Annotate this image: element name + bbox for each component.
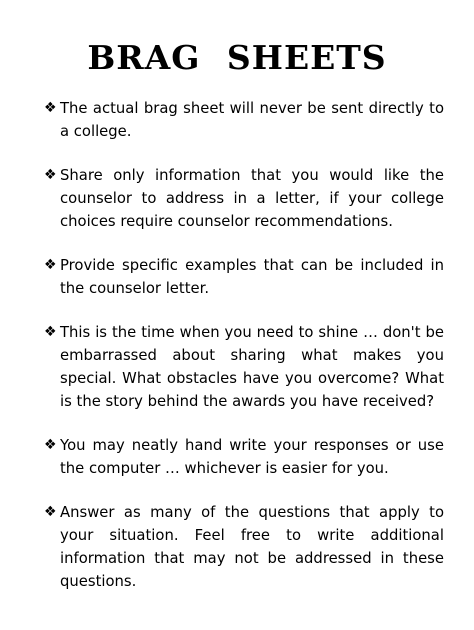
bullet-text: Answer as many of the questions that apply to your situation. Feel free to write additional information that may not be addressed in these questions. <box>60 504 444 590</box>
bullet-text: Share only information that you would like the counselor to address in a letter, if your college choices require counselor recommendations. <box>60 167 444 230</box>
diamond-star-icon: ❖ <box>44 167 57 183</box>
bullet-item <box>40 434 444 480</box>
bullet-text: This is the time when you need to shine … don't be embarrassed about sharing what makes you special. What obstacles have you overcome? What is the story behind the awards you have received? <box>60 324 444 410</box>
diamond-star-icon: ❖ <box>44 324 57 340</box>
diamond-star-icon: ❖ <box>44 100 57 116</box>
bullet-text: The actual brag sheet will never be sent directly to a college. <box>60 100 444 140</box>
diamond-star-icon: ❖ <box>44 437 57 453</box>
bullet-item <box>40 164 444 233</box>
bullet-item <box>40 501 444 593</box>
bullet-item <box>40 254 444 300</box>
document-title: BRAG SHEETS <box>87 38 387 77</box>
diamond-star-icon: ❖ <box>44 257 57 273</box>
bullet-list <box>40 97 444 593</box>
bullet-text: You may neatly hand write your responses or use the computer … whichever is easier for you. <box>60 437 444 477</box>
diamond-star-icon: ❖ <box>44 504 57 520</box>
bullet-item <box>40 97 444 143</box>
bullet-text: Provide specific examples that can be included in the counselor letter. <box>60 257 444 297</box>
bullet-item <box>40 321 444 413</box>
